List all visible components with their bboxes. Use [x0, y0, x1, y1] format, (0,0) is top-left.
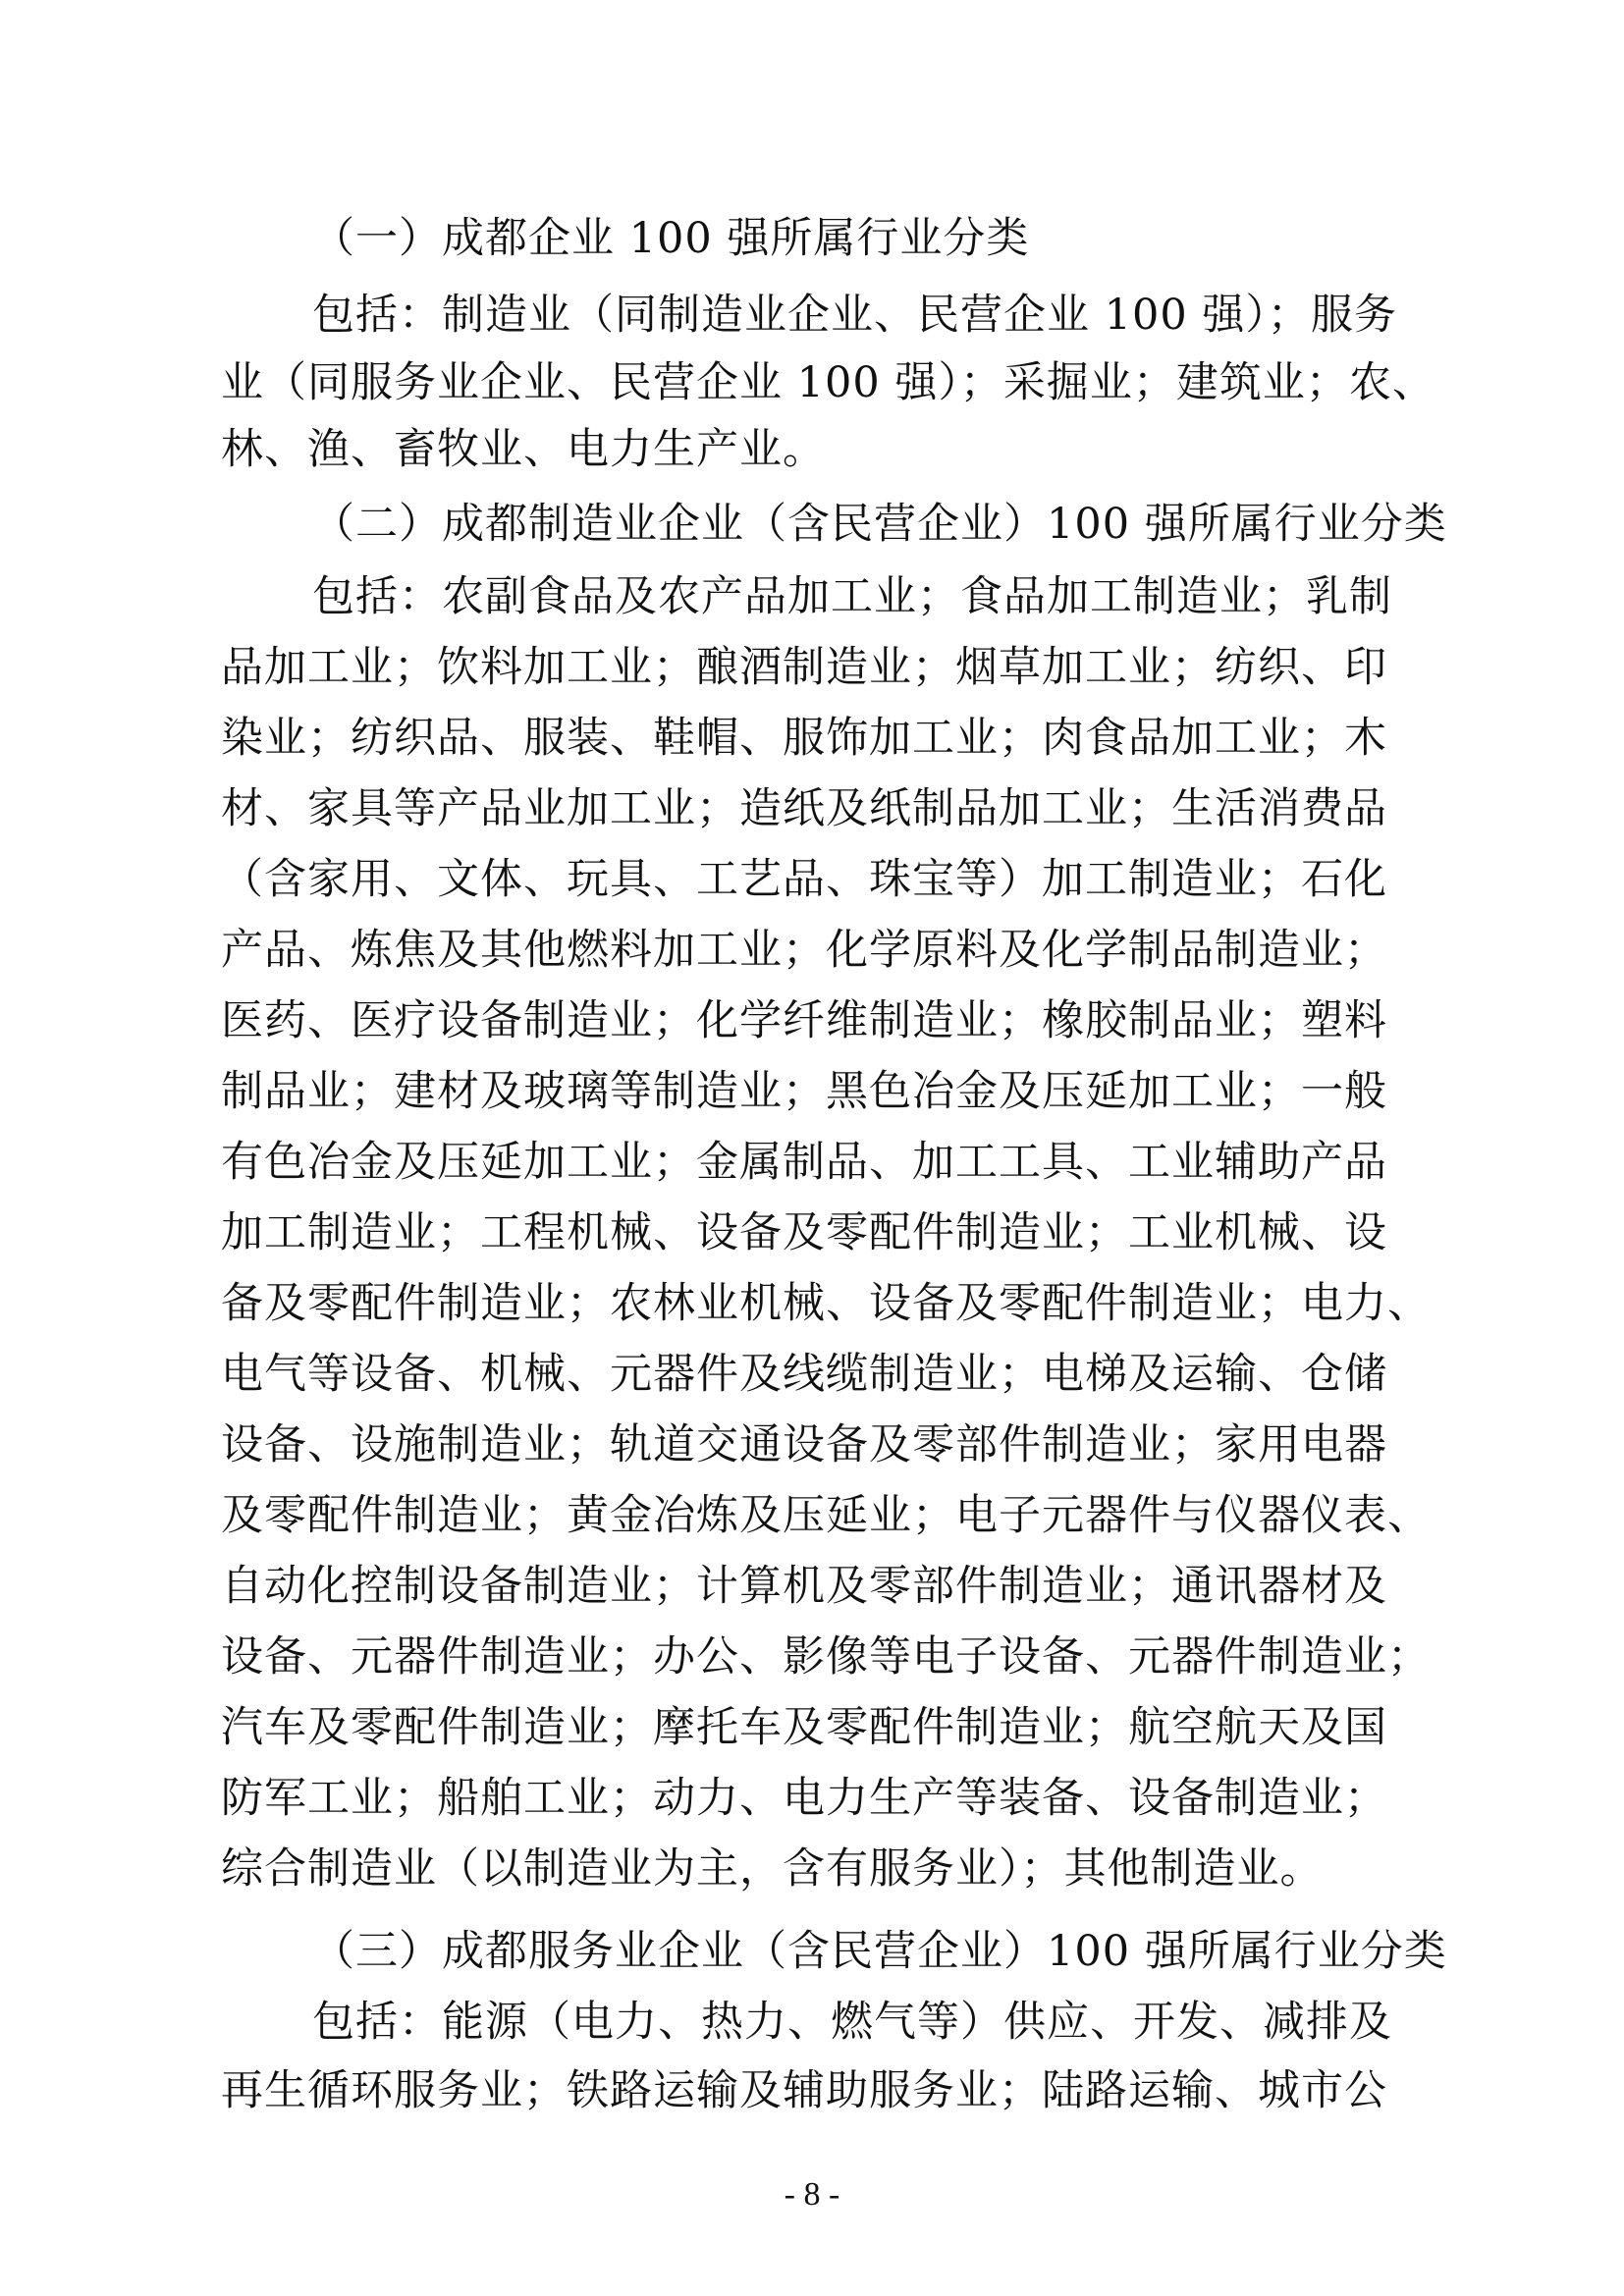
section-2-line-12: 电气等设备、机械、元器件及线缆制造业；电梯及运输、仓储 — [221, 1350, 1387, 1399]
section-2-line-17: 汽车及零配件制造业；摩托车及零配件制造业；航空航天及国 — [221, 1703, 1387, 1752]
section-3-line-2: 再生循环服务业；铁路运输及辅助服务业；陆路运输、城市公 — [221, 2066, 1387, 2115]
page-number: - 8 - — [784, 2176, 840, 2213]
section-1-line-2: 业（同服务业企业、民营企业 100 强）；采掘业；建筑业；农、 — [221, 358, 1435, 407]
section-1-line-1: 包括：制造业（同制造业企业、民营企业 100 强）；服务 — [312, 291, 1397, 340]
section-heading-1: （一）成都企业 100 强所属行业分类 — [312, 214, 1030, 263]
section-heading-2: （二）成都制造业企业（含民营企业）100 强所属行业分类 — [312, 500, 1447, 549]
section-2-line-13: 设备、设施制造业；轨道交通设备及零部件制造业；家用电器 — [221, 1420, 1387, 1469]
section-2-line-11: 备及零配件制造业；农林业机械、设备及零配件制造业；电力、 — [221, 1279, 1431, 1328]
section-3-line-1: 包括：能源（电力、热力、燃气等）供应、开发、减排及 — [312, 1998, 1392, 2047]
section-2-line-15: 自动化控制设备制造业；计算机及零部件制造业；通讯器材及 — [221, 1562, 1387, 1611]
section-2-line-14: 及零配件制造业；黄金冶炼及压延业；电子元器件与仪器仪表、 — [221, 1491, 1431, 1540]
section-heading-3: （三）成都服务业企业（含民营企业）100 强所属行业分类 — [312, 1927, 1447, 1976]
section-2-line-16: 设备、元器件制造业；办公、影像等电子设备、元器件制造业； — [221, 1632, 1431, 1682]
section-2-line-8: 制品业；建材及玻璃等制造业；黑色冶金及压延加工业；一般 — [221, 1067, 1387, 1116]
section-2-line-4: 材、家具等产品业加工业；造纸及纸制品加工业；生活消费品 — [221, 784, 1387, 833]
section-2-line-2: 品加工业；饮料加工业；酿酒制造业；烟草加工业；纺织、印 — [221, 643, 1387, 692]
section-2-line-5: （含家用、文体、玩具、工艺品、珠宝等）加工制造业；石化 — [221, 855, 1387, 904]
section-2-line-7: 医药、医疗设备制造业；化学纤维制造业；橡胶制品业；塑料 — [221, 996, 1387, 1045]
section-2-line-1: 包括：农副食品及农产品加工业；食品加工制造业；乳制 — [312, 572, 1392, 621]
section-2-line-19: 综合制造业（以制造业为主，含有服务业）；其他制造业。 — [221, 1844, 1324, 1894]
section-2-line-10: 加工制造业；工程机械、设备及零配件制造业；工业机械、设 — [221, 1208, 1387, 1257]
section-1-line-3: 林、渔、畜牧业、电力生产业。 — [221, 425, 826, 474]
section-2-line-3: 染业；纺织品、服装、鞋帽、服饰加工业；肉食品加工业；木 — [221, 714, 1387, 763]
section-2-line-18: 防军工业；船舶工业；动力、电力生产等装备、设备制造业； — [221, 1774, 1387, 1823]
section-2-line-6: 产品、炼焦及其他燃料加工业；化学原料及化学制品制造业； — [221, 926, 1387, 975]
section-2-line-9: 有色冶金及压延加工业；金属制品、加工工具、工业辅助产品 — [221, 1138, 1387, 1187]
